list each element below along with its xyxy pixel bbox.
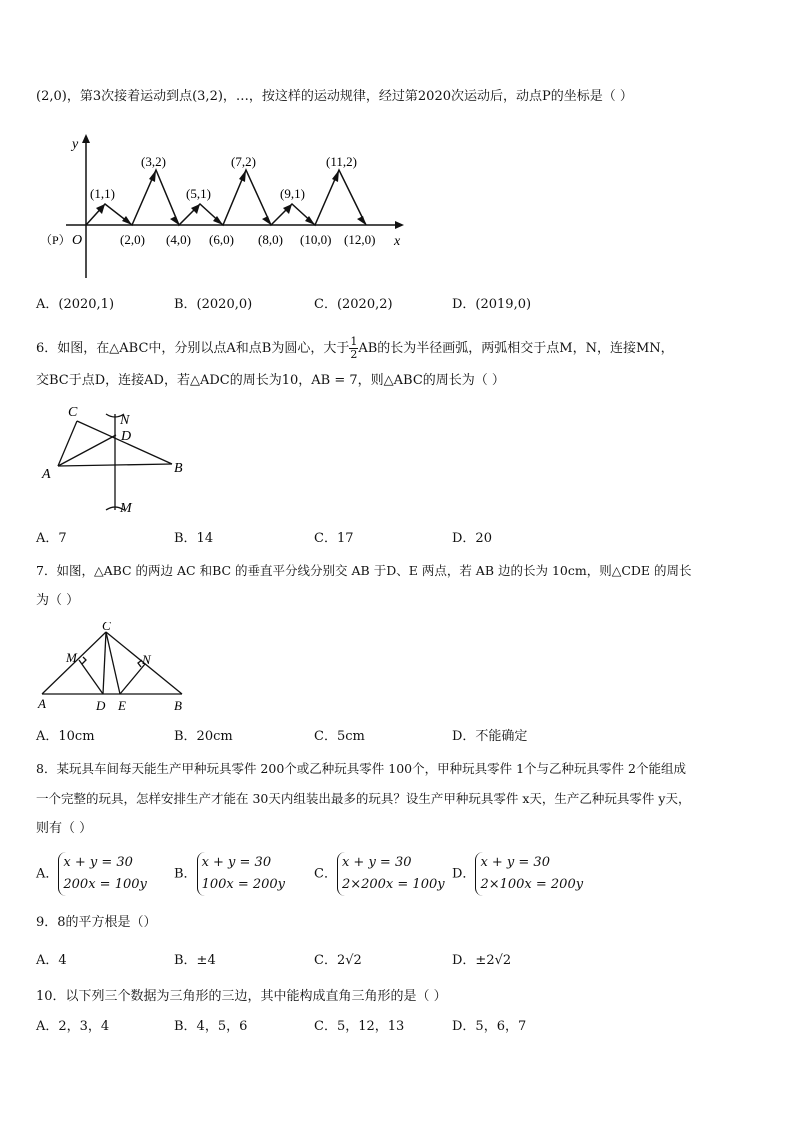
equation-system: x + y = 30 100x = 200y bbox=[197, 852, 285, 896]
label-M: M bbox=[66, 650, 77, 665]
q6-option-a[interactable]: A．7 bbox=[36, 531, 67, 546]
fraction-one-half: $\frac{1}{2}$ bbox=[350, 335, 358, 361]
q5-option-c[interactable]: C．(2020,2) bbox=[314, 297, 393, 312]
q5-motion-graph bbox=[36, 130, 416, 280]
label-D: D bbox=[121, 429, 132, 444]
q8-text-line1: 8．某玩具车间每天能生产甲种玩具零件 200个或乙种玩具零件 100个，甲种玩具零件 1个与乙种玩具零件 2个能组成 bbox=[36, 761, 686, 776]
q8-option-a[interactable]: A． x + y = 30 200x = 100y bbox=[36, 852, 147, 896]
label-B: B bbox=[174, 698, 182, 713]
label-C: C bbox=[68, 405, 78, 420]
label-N: N bbox=[142, 652, 151, 667]
q6-option-b[interactable]: B．14 bbox=[174, 531, 214, 546]
q9-option-d[interactable]: D．±2√2 bbox=[452, 953, 512, 968]
label-A: A bbox=[38, 696, 46, 711]
q8-option-b[interactable]: B． x + y = 30 100x = 200y bbox=[174, 852, 285, 896]
label-M: M bbox=[120, 501, 132, 516]
label-E: E bbox=[118, 698, 126, 713]
point-label: (2,0) bbox=[120, 232, 145, 247]
x-axis-label: x bbox=[394, 234, 401, 249]
point-label: (6,0) bbox=[209, 232, 234, 247]
q8-option-c[interactable]: C． x + y = 30 2×200x = 100y bbox=[314, 852, 445, 896]
q8-text-line2: 一个完整的玩具，怎样安排生产才能在 30天内组装出最多的玩具？设生产甲种玩具零件 x天，生产乙种玩具零件 y天， bbox=[36, 791, 691, 806]
point-label: (8,0) bbox=[258, 232, 283, 247]
equation-system: x + y = 30 200x = 100y bbox=[58, 852, 146, 896]
q7-text-line1: 7．如图，△ABC 的两边 AC 和BC 的垂直平分线分别交 AB 于D、E 两点，若 AB 边的长为 10cm，则△CDE 的周长 bbox=[36, 563, 692, 578]
label-B: B bbox=[174, 461, 183, 476]
q6-text-line1: 6．如图，在△ABC中，分别以点A和点B为圆心，大于 $\frac{1}{2}$ AB的长为半径画弧，两弧相交于点M，N，连接MN， bbox=[36, 335, 674, 361]
q8-text-line3: 则有（ ） bbox=[36, 821, 93, 836]
point-label: (4,0) bbox=[166, 232, 191, 247]
label-N: N bbox=[120, 413, 130, 428]
q6-text-line2: 交BC于点D，连接AD，若△ADC的周长为10，AB = 7，则△ABC的周长为（ ） bbox=[36, 373, 505, 388]
q10-text: 10．以下列三个数据为三角形的三边，其中能构成直角三角形的是（ ） bbox=[36, 989, 447, 1004]
equation-system: x + y = 30 2×100x = 200y bbox=[475, 852, 583, 896]
q7-option-b[interactable]: B．20cm bbox=[174, 729, 233, 744]
point-label: (11,2) bbox=[326, 154, 357, 169]
label-D: D bbox=[96, 698, 106, 713]
point-label: (5,1) bbox=[186, 186, 211, 201]
label-A: A bbox=[42, 467, 51, 482]
q5-option-b[interactable]: B．(2020,0) bbox=[174, 297, 253, 312]
q8-option-d[interactable]: D． x + y = 30 2×100x = 200y bbox=[452, 852, 583, 896]
q10-option-d[interactable]: D．5，6，7 bbox=[452, 1019, 527, 1034]
q9-text: 9．8的平方根是（） bbox=[36, 915, 157, 930]
point-label: (12,0) bbox=[344, 232, 376, 247]
q6-triangle-figure bbox=[36, 400, 196, 520]
point-label: (7,2) bbox=[231, 154, 256, 169]
q7-triangle-figure bbox=[36, 622, 191, 714]
origin-tag: （P） bbox=[40, 233, 71, 247]
equation-system: x + y = 30 2×200x = 100y bbox=[337, 852, 445, 896]
q6-option-d[interactable]: D．20 bbox=[452, 531, 492, 546]
q5-option-a[interactable]: A．(2020,1) bbox=[36, 297, 115, 312]
q7-text-line2: 为（ ） bbox=[36, 593, 80, 608]
q9-option-b[interactable]: B．±4 bbox=[174, 953, 216, 968]
q9-option-c[interactable]: C．2√2 bbox=[314, 953, 362, 968]
origin-label: O bbox=[72, 233, 83, 248]
y-axis-label: y bbox=[72, 137, 79, 152]
point-label: (9,1) bbox=[280, 186, 305, 201]
label-C: C bbox=[102, 622, 111, 633]
q6-option-c[interactable]: C．17 bbox=[314, 531, 354, 546]
point-label: (10,0) bbox=[300, 232, 332, 247]
q10-option-a[interactable]: A．2，3，4 bbox=[36, 1019, 110, 1034]
point-label: (3,2) bbox=[141, 154, 166, 169]
q7-option-a[interactable]: A．10cm bbox=[36, 729, 95, 744]
q7-option-c[interactable]: C．5cm bbox=[314, 729, 365, 744]
q7-option-d[interactable]: D．不能确定 bbox=[452, 729, 528, 744]
q5-option-d[interactable]: D．(2019,0) bbox=[452, 297, 532, 312]
q10-option-c[interactable]: C．5，12，13 bbox=[314, 1019, 405, 1034]
q9-option-a[interactable]: A．4 bbox=[36, 953, 67, 968]
q10-option-b[interactable]: B．4，5，6 bbox=[174, 1019, 248, 1034]
q5-text: (2,0)，第3次接着运动到点(3,2)，…，按这样的运动规律，经过第2020次运动后，动点P的坐标是（ ） bbox=[36, 89, 633, 104]
point-label: (1,1) bbox=[90, 186, 115, 201]
